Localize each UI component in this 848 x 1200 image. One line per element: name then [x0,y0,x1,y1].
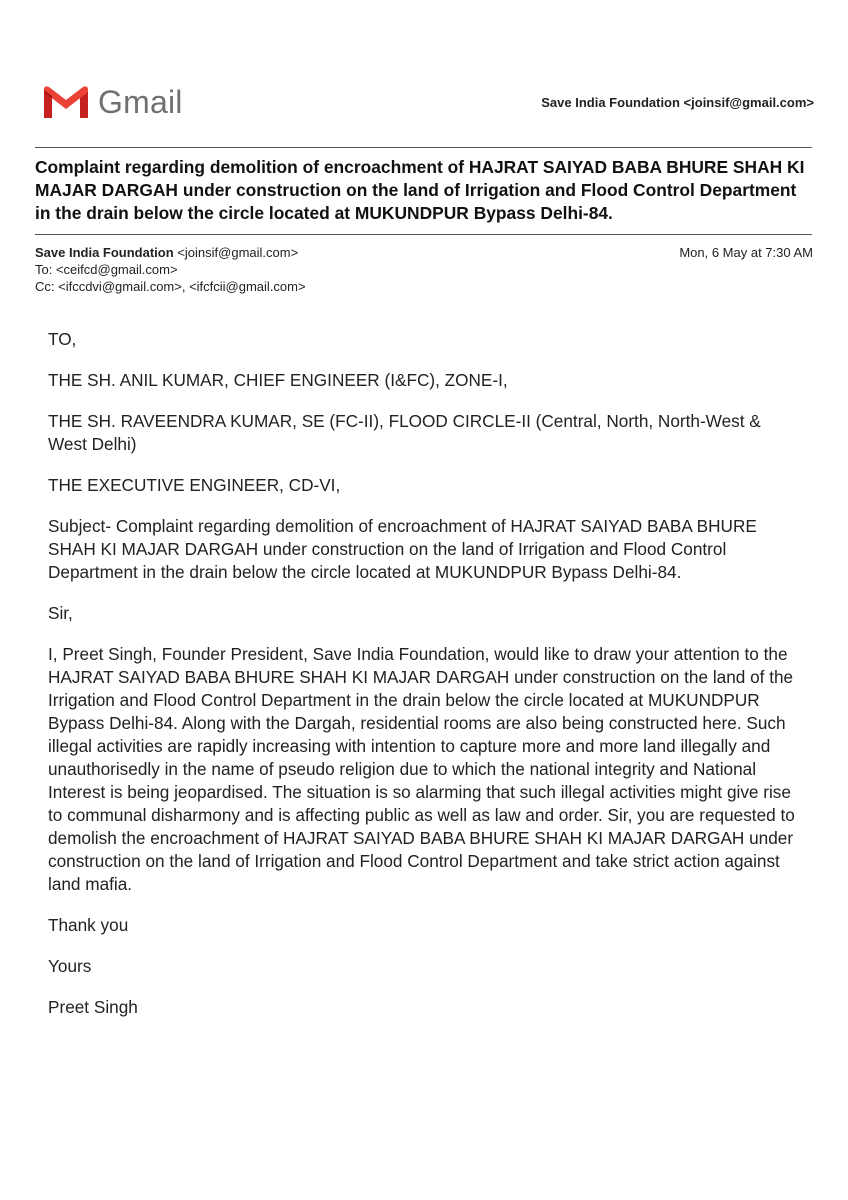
body-closing: Yours [48,956,92,976]
email-meta [35,244,813,295]
body-recipient-2: THE SH. RAVEENDRA KUMAR, SE (FC-II), FLOOD CIRCLE-II (Central, North, North-West & West Delhi) [48,411,761,454]
gmail-logo [42,82,183,122]
to-line: To: <ceifcd@gmail.com> [35,262,178,277]
body-salutation: TO, [48,329,77,349]
body-signature: Preet Singh [48,997,138,1017]
body-thanks: Thank you [48,915,129,935]
email-date: Mon, 6 May at 7:30 AM [679,245,813,260]
sender-email: <joinsif@gmail.com> [177,245,299,260]
gmail-m-icon [42,84,90,120]
body-greeting: Sir, [48,603,73,623]
body-subject-line: Subject- Complaint regarding demolition of encroachment of HAJRAT SAIYAD BABA BHURE SHAH KI MAJAR DARGAH under construction on the land of Irrigation and Flood Control Department in the drain below the circle located at MUKUNDPUR Bypass Delhi-84. [48,516,757,582]
sender-name: Save India Foundation [35,245,174,260]
gmail-wordmark: Gmail [98,84,183,120]
subject-divider [35,234,812,235]
account-label: Save India Foundation <joinsif@gmail.com> [541,95,814,110]
email-subject: Complaint regarding demolition of encroachment of HAJRAT SAIYAD BABA BHURE SHAH KI MAJAR DARGAH under construction on the land of Irrigation and Flood Control Department in the drain below the circle located at MUKUNDPUR Bypass Delhi-84. [35,157,805,223]
cc-line: Cc: <ifccdvi@gmail.com>, <ifcfcii@gmail.com> [35,279,306,294]
header-divider [35,147,812,148]
sender-row [35,244,813,261]
body-recipient-1: THE SH. ANIL KUMAR, CHIEF ENGINEER (I&FC), ZONE-I, [48,370,508,390]
body-recipient-3: THE EXECUTIVE ENGINEER, CD-VI, [48,475,341,495]
email-body [48,328,798,1037]
body-main-paragraph: I, Preet Singh, Founder President, Save India Foundation, would like to draw your attention to the HAJRAT SAIYAD BABA BHURE SHAH KI MAJAR DARGAH under construction on the land of the Irrigation and Flood Control Department in the drain below the circle located at MUKUNDPUR Bypass Delhi-84. Along with the Dargah, residential rooms are also being constructed here. Such illegal activities are rapidly increasing with intention to capture more and more land illegally and unauthorisedly in the name of pseudo religion due to which the national integrity and National Interest is being jeopardised. The situation is so alarming that such illegal activities might give rise to communal disharmony and is affecting public as well as law and order. Sir, you are requested to demolish the encroachment of HAJRAT SAIYAD BABA BHURE SHAH KI MAJAR DARGAH under construction on the land of Irrigation and Flood Control Department and take strict action against land mafia. [48,644,795,894]
print-header [0,0,848,140]
